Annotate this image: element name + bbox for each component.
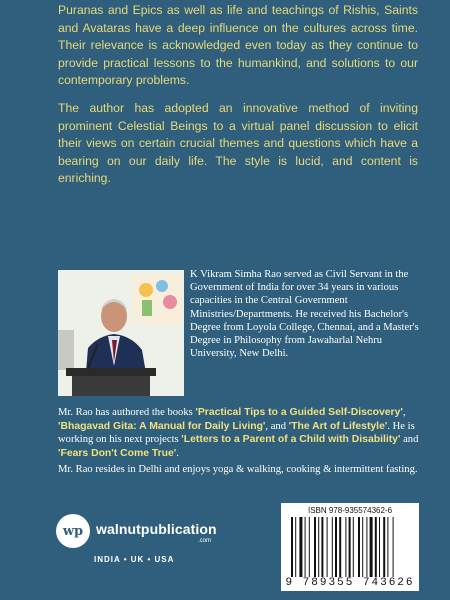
author-photo: [58, 270, 184, 396]
barcode-digits: 9 789355 743626: [285, 577, 415, 589]
author-books: [58, 406, 423, 460]
books-separator-2: , and: [265, 420, 289, 432]
blurb-paragraph-2: The author has adopted an innovative method of inviting prominent Celestial Beings to a virtual panel discussion to elicit their views on certain crucial themes and questions which have a bearing on our daily life. The style is lucid, and content is enriching.: [58, 100, 418, 186]
projects-intro: . He is working on his next projects: [58, 420, 415, 446]
author-bio: K Vikram Simha Rao served as Civil Servant in the Government of India for over 34 years in various capacities in the Central Government Ministries/Departments. He received his Bachelor's Degree from Loyola College, Chennai, and a Master's Degree in Philosophy from Jawaharlal Nehru University, New Delhi.: [190, 269, 419, 360]
isbn-number: ISBN 978-935574362-6: [307, 506, 393, 515]
project-title-2: 'Fears Don't Come True': [58, 447, 177, 459]
author-photo-illustration: [58, 270, 184, 396]
isbn-barcode: [281, 503, 419, 591]
blurb: [58, 2, 418, 198]
books-intro: Mr. Rao has authored the books: [58, 407, 196, 418]
blurb-paragraph-1: Puranas and Epics as well as life and teachings of Rishis, Saints and Avataras have a deep influence on the cultures across time. Their relevance is acknowledged even today as they continue to provide practical lessons to the humankind, and solutions to our contemporary problems.: [58, 3, 418, 88]
book-title-3: 'The Art of Lifestyle': [288, 420, 388, 432]
books-separator-1: ,: [402, 407, 406, 418]
author-hobbies: Mr. Rao resides in Delhi and enjoys yoga & walking, cooking & intermittent fasting.: [58, 464, 418, 475]
books-end: .: [176, 447, 179, 459]
publisher-domain: .com: [198, 538, 212, 544]
book-title-2: 'Bhagavad Gita: A Manual for Daily Living': [58, 420, 266, 432]
walnut-logo-icon: wp: [56, 514, 90, 548]
publisher-regions: INDIA • UK • USA: [94, 555, 175, 564]
publisher-logo: [56, 514, 236, 564]
barcode-bars-icon: [291, 517, 409, 577]
project-title-1: 'Letters to a Parent of a Child with Disability': [181, 434, 401, 446]
book-title-1: 'Practical Tips to a Guided Self-Discovery': [195, 407, 403, 418]
projects-separator: and: [400, 434, 419, 446]
publisher-name: walnutpublication: [96, 521, 217, 537]
